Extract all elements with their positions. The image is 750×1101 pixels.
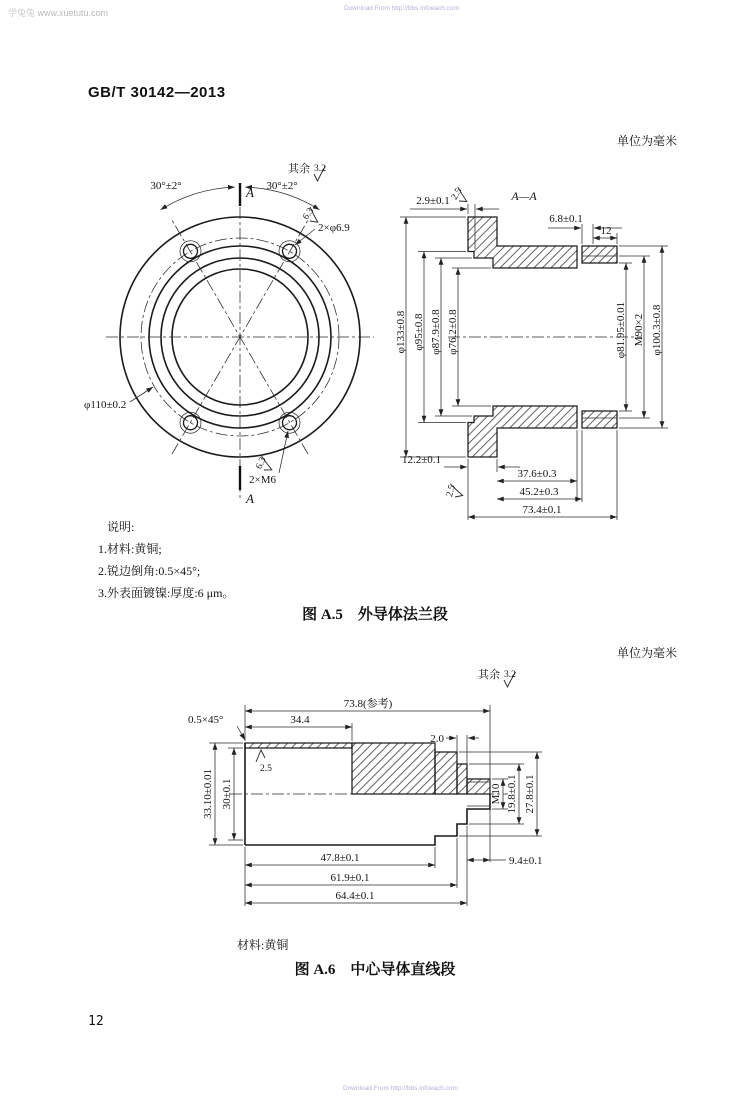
holes-bottom-callout [249, 431, 288, 486]
svg-text:2.5: 2.5 [445, 483, 458, 498]
svg-text:其余: 其余 [478, 669, 500, 681]
note-plating: 3.外表面镀镍:厚度:6 μm。 [98, 586, 235, 600]
section-title: A—A [511, 189, 537, 203]
roughness-symbol [445, 483, 465, 499]
flange-thickness-label: 12.2±0.1 [401, 454, 441, 466]
bore-depth-label: 34.4 [290, 714, 310, 726]
len-94-label: 9.4±0.1 [509, 855, 543, 867]
svg-text:6.3: 6.3 [254, 455, 269, 471]
dia-879-label: φ87.9±0.8 [430, 309, 442, 355]
right-diameter-dims [615, 246, 668, 428]
len-478-label: 47.8±0.1 [320, 852, 360, 864]
len-376-label: 37.6±0.3 [517, 468, 557, 480]
bore-depth-label: 6.8±0.1 [549, 213, 583, 225]
len-452-label: 45.2±0.3 [519, 486, 559, 498]
dia-278-label: 27.8±0.1 [524, 774, 536, 814]
groove-width-label: 2.0 [430, 733, 444, 745]
fig6-view [188, 667, 543, 906]
figure-a5-caption: 图 A.5 外导体法兰段 [302, 607, 448, 623]
thread-label: M90×2 [633, 313, 645, 347]
bore-label: 30±0.1 [221, 778, 233, 810]
svg-text:6.3: 6.3 [301, 206, 317, 222]
holes-top-callout [295, 206, 350, 245]
material-note-fig6: 材料:黄铜 [237, 938, 289, 952]
fig6-bottom-dims [245, 826, 543, 906]
dia-1003-label: φ100.3±0.8 [651, 304, 663, 356]
figure-a6-caption: 图 A.6 中心导体直线段 [294, 962, 456, 978]
fig5-section-view [395, 186, 668, 520]
len-total-label: 73.4±0.1 [522, 504, 562, 516]
roughness-symbol [450, 186, 471, 205]
len-619-label: 61.9±0.1 [330, 872, 370, 884]
dia-95-label: φ95±0.8 [413, 313, 425, 351]
holes-top-label: 2×φ6.9 [318, 222, 350, 234]
doc-number: GB/T 30142—2013 [88, 84, 226, 101]
svg-text:3.2: 3.2 [314, 164, 326, 174]
chamfer-label: 0.5×45° [188, 714, 224, 726]
dia-198-label: 19.8±0.1 [506, 774, 518, 814]
holes-bottom-label: 2×M6 [249, 474, 276, 486]
units-note-fig6: 单位为毫米 [617, 646, 678, 660]
section-letter-bottom: A [246, 491, 254, 506]
svg-text:3.2: 3.2 [504, 670, 516, 680]
angle-dimensions [150, 180, 319, 210]
od-label: 33.10±0.01 [202, 768, 214, 820]
units-note-fig5: 单位为毫米 [617, 134, 678, 148]
default-roughness-fig5 [288, 161, 326, 181]
note-material: 1.材料:黄铜; [98, 542, 162, 556]
counterbore-depth-label: 2.9±0.1 [416, 195, 450, 207]
thread-label: M10 [490, 783, 502, 805]
svg-text:其余: 其余 [288, 163, 310, 175]
collar-length-label: 12 [600, 225, 612, 237]
dia-flange-label: φ133±0.8 [395, 310, 407, 354]
section-letter-top: A [246, 185, 254, 200]
angle-right-label: 30°±2° [266, 180, 298, 192]
watermark-top-left: 学兔兔 www.xuetutu.com [8, 8, 109, 18]
default-roughness-fig6 [478, 667, 516, 687]
watermark-bottom: Download From http://bbs.infoeach.com [343, 1085, 458, 1092]
watermark-top-center: Download From http://bbs.infoeach.com [344, 5, 459, 12]
notes-title: 说明: [107, 520, 135, 534]
page-number: 12 [88, 1014, 104, 1029]
dia-762-label: φ76.2±0.8 [447, 309, 459, 355]
bottom-dims [402, 430, 617, 520]
angle-left-label: 30°±2° [150, 180, 182, 192]
bolt-circle-label: φ110±0.2 [84, 399, 127, 411]
svg-text:2.5: 2.5 [449, 186, 465, 202]
svg-text:2.5: 2.5 [260, 764, 272, 774]
fig5-front-view [84, 161, 374, 506]
roughness-symbol [256, 750, 272, 774]
roughness-symbol [255, 455, 276, 474]
len-644-label: 64.4±0.1 [335, 890, 375, 902]
dia-8195-label: φ81.95±0.01 [615, 301, 627, 359]
note-chamfer: 2.锐边倒角:0.5×45°; [98, 564, 201, 578]
total-ref-label: 73.8(参考) [343, 698, 393, 710]
